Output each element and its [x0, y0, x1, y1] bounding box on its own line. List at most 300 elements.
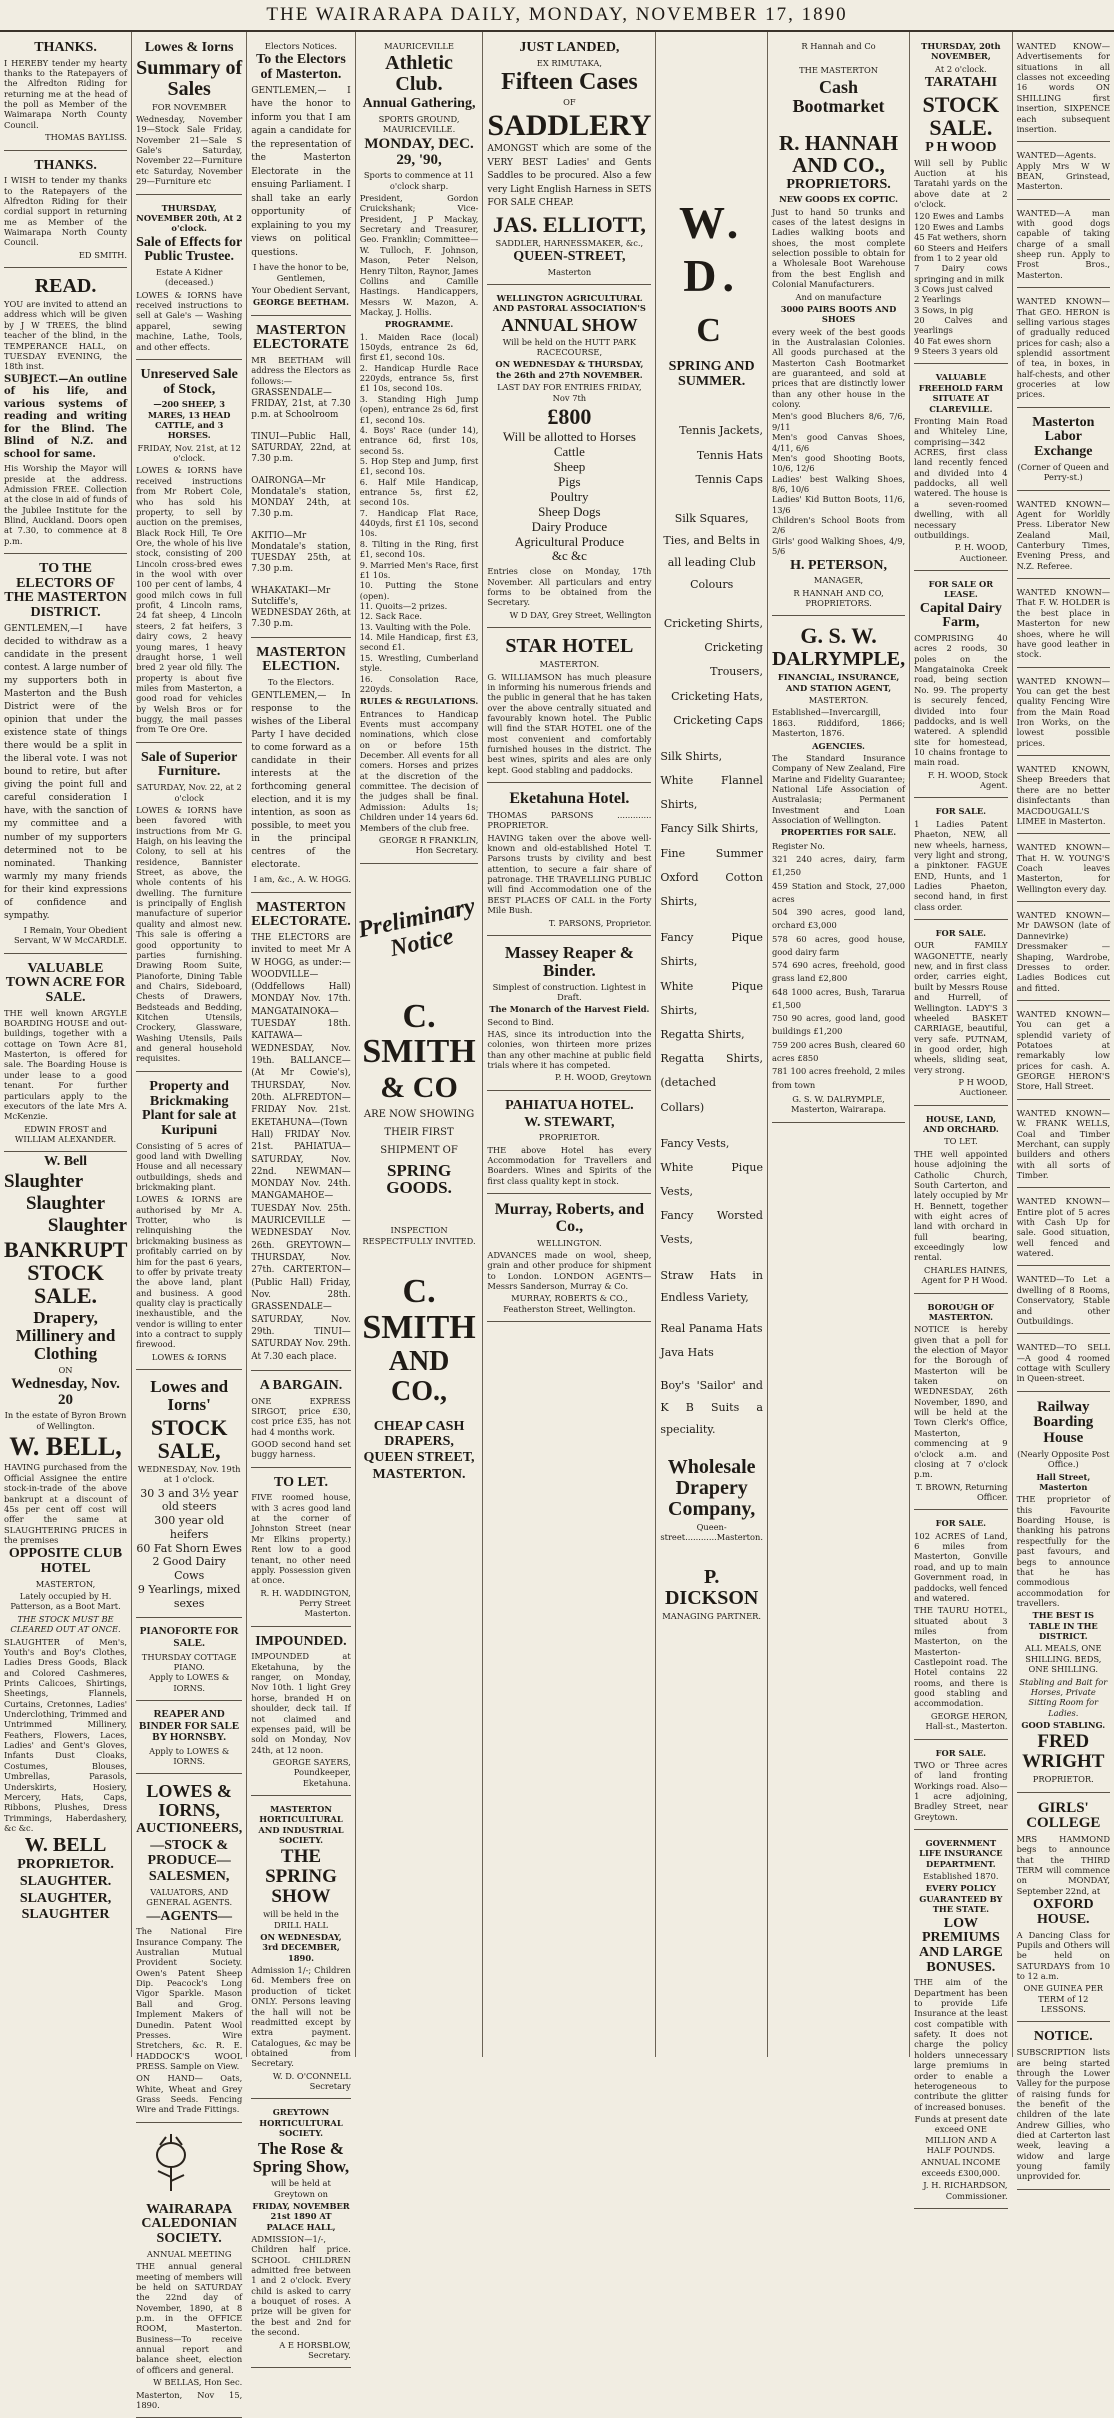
- phaeton-ad: [914, 801, 1007, 920]
- piano-title: PIANOFORTE FOR SALE.: [139, 1625, 239, 1650]
- bell-foot: W. BELL: [24, 1834, 107, 1857]
- tara-day: THURSDAY, 20th NOVEMBER,: [921, 41, 1001, 62]
- wanted-ad: [1017, 1004, 1110, 1100]
- to-let-sign: R. H. WADDINGTON, Perry Street Masterton.: [260, 1587, 351, 1619]
- column-5: [483, 32, 656, 2057]
- masterton-line: MASTERTON,: [35, 1578, 96, 1589]
- town-acre-ad: [4, 957, 127, 1153]
- column-4: [356, 32, 484, 2057]
- gsw-initials: G. S. W.: [800, 623, 877, 649]
- railway-meals: ALL MEALS, ONE SHILLING. BEDS, ONE SHILLING.: [1025, 1643, 1102, 1675]
- town-acre-title: VALUABLE TOWN ACRE FOR SALE.: [5, 960, 126, 1005]
- hannah-header: R Hannah and Co: [801, 41, 876, 51]
- impounded-sign: GEORGE SAYERS, Poundkeeper, Eketahuna.: [272, 1756, 351, 1788]
- queen-street-line: Queen-street............Masterton.: [660, 1522, 763, 1543]
- elliott-addr: QUEEN-STREET,: [513, 249, 626, 265]
- wd-monogram: W. D.: [679, 197, 745, 301]
- sale-date: Wednesday, Nov. 20: [11, 1375, 120, 1408]
- wanted-text: WANTED—Agents. Apply Mrs W W BEAN, Grinstead, Masterton.: [1016, 150, 1111, 192]
- thanks-sign: ED SMITH.: [78, 249, 128, 260]
- dalrymple-town: MASTERTON.: [808, 695, 869, 706]
- spring-date: ON WEDNESDAY, 3rd DECEMBER, 1890.: [260, 1932, 342, 1963]
- gov-funds: Funds at present date exceed ONE MILLION AND A HALF POUNDS.: [914, 2113, 1008, 2156]
- star-title: STAR HOTEL: [505, 635, 634, 658]
- agri-prize: £800: [547, 403, 592, 429]
- thanks-ad-2: [4, 154, 127, 269]
- freehold-sign: P. H. WOOD, Auctioneer.: [954, 542, 1008, 563]
- labor-sub: (Corner of Queen and Perry-st.): [1017, 461, 1110, 483]
- furniture-date: SATURDAY, Nov. 22, at 2 o'clock: [136, 782, 242, 803]
- salesmen-line: SALESMEN,: [148, 1869, 230, 1885]
- agri-show: ANNUAL SHOW: [501, 314, 638, 335]
- unreserved-body: LOWES & IORNS have received instructions from Mr Robert Cole, who has sold his property, to sell by auction on the premises, Black Rock Hill, Te Ore Ore, the whole of his live stock, consisting of 200 Lincoln cross-bred ewes in the wool with over 100 per cent of lambs, 4 good milch cows in full profit, 4 Lincoln rams, 24 fat sheep, 4 Lincoln steers, 2 fat heifers, 3 dairy cows, 2 heavy young mares, 1 heavy draught horse, 1 well bred 2 year old filly. The property is about five miles from Masterton, a good road for vehicles by Welsh Bros or for buggy, the mail passes from Te Ore Ore.: [136, 465, 243, 735]
- prelim-title: Preliminary Notice: [355, 893, 478, 963]
- wagonette-ad: [914, 923, 1007, 1106]
- brickmaking-title: Property and Brickmaking Plant for sale at Kuripuni: [142, 1078, 237, 1138]
- thanks-body: I WISH to tender my thanks to the Ratepayers of the Alfredton Riding for their cordial support in returning me as Member of the Waimarapa North County Council.: [4, 175, 128, 248]
- eke-body: HAVING taken over the above well-known and old-established Hotel T. Parsons trusts by civility and best attention, to secure a fair share of patronage. THE TRAVELLING PUBLIC will find Accommodation one of the BEST PLACES OF CALL in the Forty Mile Bush.: [487, 832, 652, 916]
- read-footer: His Worship the Mayor will preside at the address. Admission FREE. Collection at the close in aid of funds of the Jubilee Institute for the Blind, Auckland. Doors open at 7.30, to commence at 8 p.m.: [4, 463, 128, 546]
- horticultural-ad: [251, 1799, 350, 2099]
- column-3: [247, 32, 355, 2360]
- and-manufacture: And on manufacture: [795, 291, 882, 302]
- wanted-ad: [1017, 759, 1110, 834]
- borough-ad: [914, 1297, 1007, 1511]
- house-ad: [914, 1109, 1007, 1294]
- murray-body: ADVANCES made on wool, sheep, grain and other produce for shipment to London. LONDON AGENTS—Messrs Sanderson, Murray & Co.: [487, 1249, 652, 1292]
- tara-stock-sale: STOCK SALE.: [922, 91, 1000, 140]
- brickmaking-sign: LOWES & IORNS: [151, 1351, 227, 1362]
- unreserved-title: Unreserved Sale of Stock,: [140, 366, 238, 397]
- labor-exchange-ad: [1017, 411, 1110, 491]
- massey-line: The Monarch of the Harvest Field.: [489, 1004, 650, 1015]
- house-sub: TO LET.: [944, 1136, 978, 1147]
- taratahi-ad: [914, 36, 1007, 364]
- slaughter-line: Slaughter: [47, 1214, 128, 1236]
- tauru-sign: GEORGE HERON, Hall-st., Masterton.: [925, 1710, 1008, 1732]
- bargain-body: ONE EXPRESS SIRGOT, price £30, cost price £35, has not had 4 months work.: [251, 1395, 351, 1437]
- bankrupt-heading: BANKRUPT STOCK SALE.: [4, 1236, 128, 1308]
- railway-boarding-ad: [1017, 1395, 1110, 1793]
- wood-body: Will sell by Public Auction at his Taratahi yards on the above date at 2 o'clock.: [914, 157, 1008, 210]
- saddlery-title: SADDLERY: [487, 108, 652, 142]
- read-ad: [4, 271, 127, 554]
- column-1: [0, 32, 132, 2057]
- summary-for: FOR NOVEMBER: [152, 101, 227, 112]
- agri-list: Will be allotted to Horses Cattle Sheep Pigs Poultry Sheep Dogs Dairy Produce Agricultural Produce &c &c: [502, 428, 636, 564]
- rose-show-ad: [251, 2102, 350, 2368]
- hannah-name: R. HANNAH AND CO.,: [779, 130, 899, 177]
- masthead: [0, 0, 1114, 32]
- prelim-wrap: [355, 867, 479, 997]
- club-place: MAURICEVILLE: [384, 41, 454, 51]
- bargain-title: A BARGAIN.: [259, 1377, 343, 1393]
- acres-ad: [914, 1513, 1007, 1739]
- dalrymple-sub: FINANCIAL, INSURANCE, AND STATION AGENT,: [777, 672, 900, 693]
- cash-bootmarket: Cash Bootmarket: [792, 76, 885, 116]
- freehold-ad: [914, 367, 1007, 570]
- dalrymple-agencies: AGENCIES.: [812, 740, 865, 751]
- tauru-body: THE TAURU HOTEL, situated about 3 miles from Masterton, on the Masterton-Castlepoint road. The Hotel contains 22 rooms, and there is good stabling and accommodation.: [914, 1605, 1008, 1709]
- wanted-text: WANTED—To Let a dwelling of 8 Rooms, Conservatory, Stable and other Outbuildings.: [1016, 1274, 1111, 1326]
- pahi-body: THE above Hotel has every Accommodation for Travellers and Boarders. Wines and Spirits of the first class quality kept in stock.: [487, 1144, 652, 1186]
- wanted-ad: [1017, 291, 1110, 408]
- labor-title: Masterton Labor Exchange: [1032, 414, 1095, 460]
- massey-sub: Simplest of construction. Lightest in Draft.: [492, 981, 647, 1002]
- agri-entries: LAST DAY FOR ENTRIES FRIDAY, Nov 7th: [497, 382, 642, 403]
- thanks-sign: THOMAS BAYLISS.: [45, 132, 128, 143]
- bootmarket-body2: every week of the best goods in the Australasian Colonies. All goods purchased at the Masterton Cash Bootmarket are guaranteed, and sold at prices that are distinctly lower than any other house in the colony.: [771, 326, 906, 410]
- electors-ad: [4, 557, 127, 954]
- star-body: G. WILLIAMSON has much pleasure in informing his numerous friends and the public in general that he has taken over the above centrally situated and favourably known hotel. The Public will find the STAR HOTEL one of the most convenient and comfortably furnished houses in the district. The best wines, spirits and ales are only kept. Good stabling and paddocks.: [487, 671, 652, 775]
- land-body: TWO or Three acres of land fronting Workings road. Also—1 acre adjoining, Bradley Street, near Greytown.: [914, 1759, 1008, 1822]
- price-list: Men's good Bluchers 8/6, 7/6, 9/11 Men's good Canvas Shoes, 4/11, 6/6 Men's good Shooting Boots, 10/6, 12/6 Ladies' best Walking Shoes, 8/6, 10/6 Ladies' Kid Button Boots, 11/6, 13/6 Children's School Boots from 2/6 Girls' good Walking Shoes, 4/9, 5/6: [771, 411, 906, 557]
- brickmaking-ad: [136, 1075, 242, 1370]
- spring-show-title: THE SPRING SHOW: [265, 1846, 337, 1908]
- wanted-ad: [1017, 36, 1110, 142]
- wanted-ad: [1017, 671, 1110, 757]
- on-label: ON: [58, 1364, 73, 1375]
- effects-title: Sale of Effects for Public Trustee.: [136, 234, 243, 265]
- summary-title: Summary of Sales: [136, 56, 243, 100]
- smith-body: ARE NOW SHOWING THEIR FIRST SHIPMENT OF: [363, 1108, 475, 1156]
- star-sub: MASTERTON.: [539, 659, 600, 670]
- electors-title: TO THE ELECTORS OF THE MASTERTON DISTRICT.: [4, 561, 127, 621]
- gov-sub: EVERY POLICY GUARANTEED BY THE STATE.: [919, 1883, 1003, 1915]
- club-programme: 1. Maiden Race (local) 150yds, entrance 2s 6d, first £1, second 10s. 2. Handicap Hurdle Race 220yds, entrance 5s, first £1 10s, second 10s. 3. Standing High Jump (open), entrance 2s 6d, first £1, second 10s. 4. Boys' Race (under 14), entrance 6d, first 10s, second 5s. 5. Hop Step and Jump, first £1, second 10s. 6. Half Mile Handicap, entrance 5s, first £2, second 10s. 7. Handicap Flat Race, 440yds, first £1 10s, second 10s. 8. Tilting in the Ring, first £1, second 10s. 9. Married Men's Race, first £1 10s. 10. Putting the Stone (open). 11. Quoits—2 prizes. 12. Sack Race. 13. Vaulting with the Pole. 14. Mile Handicap, first £3, second £1. 15. Wrestling, Cumberland style. 16. Consolation Race, 220yds.: [359, 331, 479, 694]
- girls-body2: A Dancing Class for Pupils and Others will be held on SATURDAYS from 10 to 12 a.m.: [1016, 1929, 1111, 1982]
- elliott-name: JAS. ELLIOTT,: [492, 211, 646, 237]
- summary-body: Wednesday, November 19—Stock Sale Friday, November 21—Sale S Gale's Saturday, November 22—Furniture etc Saturday, November 29—Furniture etc: [136, 114, 243, 187]
- eke-title: Eketahuna Hotel.: [509, 790, 630, 808]
- tara-name: TARATAHI: [924, 75, 998, 91]
- stock-produce-line: —STOCK & PRODUCE—: [147, 1837, 231, 1868]
- agri-sign: W D DAY, Grey Street, Wellington: [509, 609, 652, 620]
- athletic-club-ad: [360, 36, 479, 864]
- railway-stable: Stabling and Bait for Horses, Private Sitting Room for Ladies.: [1019, 1676, 1108, 1718]
- massey-ext: Second to Bind.: [487, 1016, 554, 1027]
- saddlery-ad: [487, 36, 651, 285]
- land-ad: [914, 1743, 1007, 1831]
- fifteen-cases: Fifteen Cases: [501, 69, 638, 96]
- panama-lines: Real Panama Hats Java Hats: [660, 1321, 763, 1359]
- of: OF: [563, 97, 576, 108]
- club-body: President, Gordon Cruickshank; Vice-President, J P Mackay, Secretary and Treasurer, Geo. Franklin; Committee—W. Tulloch, F. Johnson, Mason, Peter Nelson, Henry Tilton, Raynor, James Collins and Camille Hastings. Handicappers, Messrs W. Mazon, A. Mackay, J. Hollis.: [359, 192, 479, 317]
- murray-town: WELLINGTON.: [537, 1237, 602, 1248]
- read-title: READ.: [34, 275, 97, 298]
- electors-body: GENTLEMEN,—I have decided to withdraw as a candidate in the present contest. A large number of my supporters both in Masterton and the Bush District were of the opinion that under the existence state of things there would be a split in the liberal vote. I was not bound to retire, but after giving the point full and careful consideration I have, with the sanction of my committee and a number of my supporters determined not to be nominated. Thanking warmly my many friends for their kind expressions of confidence and sympathy.: [4, 623, 128, 921]
- wd-c: C: [696, 312, 727, 349]
- elliott-sub: SADDLER, HARNESSMAKER, &c.,: [495, 237, 644, 248]
- firm-big: LOWES & IORNS,: [146, 1781, 232, 1821]
- cheap-cash: CHEAP CASH DRAPERS,: [373, 1419, 465, 1449]
- spring-goods: SPRING GOODS.: [386, 1160, 452, 1198]
- slaughter-line: Slaughter: [4, 1170, 84, 1192]
- gov-insurance-ad: [914, 1833, 1007, 2209]
- agents-body: The National Fire Insurance Company. The Australian Mutual Provident Society. Owen's Patent Sheep Dip. Peacock's Long Vigor Sparkle. Mason Ball and Grog. Implement Makers of Dunedin. Patent Wool Presses. Wire Stretchers, &c. R. E. HADDOCK'S WOOL PRESS. Sample on View.: [136, 1926, 243, 2071]
- wanted-text: WANTED—TO SELL—A good 4 roomed cottage with Scullery in Queen-street.: [1016, 1342, 1111, 1384]
- lease-sign: F. H. WOOD, Stock Agent.: [927, 769, 1008, 791]
- hogg-body: THE ELECTORS are invited to meet Mr A W HOGG, as under:— WOODVILLE—(Oddfellows Hall) MONDAY Nov. 17th. MANGATAINOKA—TUESDAY 18th. KAITAWA—WEDNESDAY, Nov. 19th. BALLANCE—(At Mr Cowie's), THURSDAY, Nov. 20th. ALFREDTON—FRIDAY Nov. 21st. EKETAHUNA—(Town Hall) FRIDAY Nov. 21st. PAHIATUA—SATURDAY, Nov. 22nd. NEWMAN—MONDAY Nov. 24th. MANGAMAHOE—TUESDAY Nov. 25th. MAURICEVILLE — WEDNESDAY Nov. 26th. GREYTOWN—THURSDAY, Nov. 27th. CARTERTON—(Public Hall) Friday, Nov. 28th. GRASSENDALE—SATURDAY, Nov. 29th. TINUI—SATURDAY Nov. 29th. At 7.30 each place.: [251, 932, 351, 1362]
- borough-body: NOTICE is hereby given that a poll for the election of Mayor for the Borough of Masterton will be taken on WEDNESDAY, 26th November, 1890, and will be held at the Town Clerk's Office, Masterton, commencing at 9 o'clock a.m. and closing at 7 o'clock p.m.: [914, 1324, 1008, 1480]
- piano-ad: [136, 1621, 242, 1701]
- pahi-title: PAHIATUA HOTEL.: [505, 1097, 634, 1113]
- thistle-emblem-icon: [136, 2133, 206, 2193]
- smith-name: C. SMITH: [362, 997, 476, 1071]
- queen-street: QUEEN STREET,: [363, 1450, 475, 1466]
- star-hotel-ad: [487, 631, 651, 783]
- elliott-town: Masterton: [547, 266, 592, 277]
- tara-time: At 2 o'clock.: [935, 63, 987, 74]
- column-9: [1013, 32, 1114, 2182]
- saddlery-body: AMONGST which are some of the VERY BEST Ladies' and Gents Saddles to be procured. Also a few very Light English Harness in SETS FOR SALE CHEAP.: [487, 144, 652, 209]
- wanted-ad: [1017, 582, 1110, 668]
- house-body: THE well appointed house adjoining the Catholic Church, South Carterton, and lately occupied by Mr H. Bennett, together with eight acres of land with orchard in full bearing, exceedingly low rental.: [914, 1148, 1008, 1263]
- annual-meeting-sign: W BELLAS, Hon Sec.: [153, 2377, 243, 2388]
- eketahuna-ad: [487, 786, 651, 936]
- silk-squares: Silk Squares, Ties, and Belts in all leading Club Colours: [663, 511, 760, 591]
- thanks-ad-1: [4, 36, 127, 151]
- wood-name: P H WOOD: [925, 139, 997, 155]
- manager-label: MANAGER,: [813, 575, 864, 586]
- electors-sign: GEORGE BEETHAM.: [252, 297, 349, 308]
- meetings-body: GRASSENDALE—FRIDAY, 21st, at 7.30 p.m. at Schoolroom TINUI—Public Hall, SATURDAY, 22nd, at 7.30 p.m. OAIRONGA—Mr Mondatale's station, MONDAY 24th, at 7.30 p.m. AKITIO—Mr Mondatale's station, TUESDAY 25th, at 7.30 p.m. WHAKATAKI—Mr Sutcliffe's, WEDNESDAY 26th, at 7.30 p.m.: [251, 388, 351, 629]
- wanted-ad: [1017, 1191, 1110, 1266]
- election-body: GENTLEMEN,— In response to the wishes of the Liberal Party I have decided to come forward as a candidate in their interests at the forthcoming general election, and it is my intention, as soon as possible, to meet you in the principal centres of the electorate.: [251, 690, 351, 871]
- tennis-lines: Tennis Jackets, Tennis Hats Tennis Caps: [679, 424, 763, 486]
- effects-ad: [136, 198, 242, 360]
- brickmaking-body: Consisting of 5 acres of good land with Dwelling House and all necessary outbuildings, sheds and brickmaking plant.: [136, 1140, 243, 1193]
- spring-summer: SPRING AND SUMMER.: [668, 359, 755, 389]
- stock-sale-list: 30 3 and 3½ year old steers 300 year old heifers 60 Fat Shorn Ewes 2 Good Dairy Cows 9 Yearlings, mixed sexes: [136, 1486, 242, 1610]
- pique-lines: Fancy Pique Shirts, White Pique Shirts, Regatta Shirts, Regatta Shirts, (detached Collars): [660, 931, 763, 1114]
- phaeton-title: FOR SALE.: [935, 806, 987, 817]
- club-date: MONDAY, DEC. 29, '90,: [364, 135, 474, 168]
- column-7: [768, 32, 910, 2057]
- wagonette-body: OUR FAMILY WAGONETTE, nearly new, and in first class order, carries eight, built by Messrs Rouse and Hurrell, of Wellington. LADY'S 3 wheeled BASKET CARRIAGE, beautiful, very safe. PUTNAM, in good order, high wheels, sliding seat, very strong.: [914, 940, 1008, 1075]
- wanted-ad: [1017, 1337, 1110, 1391]
- annual-meeting-body: THE annual general meeting of members will be held on SATURDAY the 22nd day of November, 1890, at 8 p.m. in the OFFICE ROOM, Masterton. Business—To receive annual report and balance sheet, election of officers and general.: [136, 2261, 243, 2375]
- impounded-ad: [251, 1630, 350, 1796]
- auctioneers-ad: [136, 1777, 242, 2122]
- freehold-title: VALUABLE FREEHOLD FARM SITUATE AT CLAREVILLE.: [918, 372, 1004, 414]
- massey-sign: P. H. WOOD, Greytown: [554, 1072, 652, 1083]
- house-sign: CHARLES HAINES, Agent for P H Wood.: [921, 1264, 1008, 1286]
- club-rules-body: Entrances to Handicap Events must accompany nominations, which close on or before 15th December. All events for all comers. Horses and prizes at the discretion of the committee. The decision of the judges shall be final. Admission: Adults 1s; Children under 14 years 6d. Members of the club free.: [359, 708, 479, 833]
- stock-sale-ad: [136, 1373, 242, 1618]
- smith-co: & CO: [380, 1071, 458, 1104]
- fred-wright: FRED WRIGHT: [1022, 1731, 1105, 1773]
- notice-title: NOTICE.: [1033, 2029, 1093, 2045]
- summary-ad: [136, 36, 242, 195]
- smith-name-2: C. SMITH: [362, 1272, 476, 1346]
- bootmarket-ad: [772, 36, 905, 616]
- agri-body: Entries close on Monday, 17th November. All particulars and entry forms to be obtained from the Secretary.: [487, 566, 652, 608]
- greytown-title: GREYTOWN HORTICULTURAL SOCIETY.: [259, 2107, 343, 2139]
- piano-body: THURSDAY COTTAGE PIANO. Apply to LOWES & IORNS.: [141, 1651, 237, 1693]
- wanted-ad: [1017, 1269, 1110, 1334]
- rose-body: ADMISSION—1/-, Children half price. SCHOOL CHILDREN admitted free between 1 and 2 o'clock. Every child is asked to carry a bouquet of roses. A prize will be given for the best and 2nd for the second.: [251, 2233, 351, 2338]
- guinea-line: ONE GUINEA PER TERM of 12 LESSONS.: [1023, 1983, 1104, 2015]
- slaughter-foot: SLAUGHTER,: [19, 1890, 112, 1906]
- brickmaking-body2: LOWES & IORNS are authorised by Mr A. Trotter, who is relinquishing the brickmaking business as profitably carried on by him for the past 6 years, to offer by private treaty the above land, plant and business. A good quality clay is practically inexhaustible, and the vendor is willing to enter into a contract to supply firewood.: [136, 1194, 243, 1350]
- wanted-text: WANTED KNOWN—That H. W. YOUNG'S Coach leaves Masterton, for Wellington every day.: [1016, 842, 1111, 894]
- ship: EX RIMUTAKA,: [536, 57, 602, 68]
- smith-co-2: AND CO.,: [388, 1346, 450, 1407]
- column-2: [132, 32, 247, 2410]
- wanted-text: WANTED KNOW—Advertisements for situations in all classes not exceeding 16 words ON SHILLING first insertion, SIXPENCE each subsequent insertion.: [1016, 41, 1111, 134]
- club-prog-title: PROGRAMME.: [384, 319, 454, 330]
- slaughter-foot: SLAUGHTER: [21, 1907, 110, 1923]
- annual-meeting-title: ANNUAL MEETING: [146, 2248, 232, 2259]
- notice-body: SUBSCRIPTION lists are being started through the Lower Valley for the purpose of raising funds for the benefit of the children of the late Andrew Gillies, who died at Carterton last week, leaving a widow and large young family unprovided for.: [1016, 2047, 1111, 2182]
- furniture-ad: [136, 746, 242, 1072]
- gov-body: THE aim of the Department has been to provide Life Insurance at the least cost compatible with safety. It does not charge the policy holders unnecessary large premiums in order to enable a heterogeneous to contribute the glitter of increased bonuses.: [914, 1977, 1008, 2112]
- stock-firm: Lowes and Iorns': [150, 1377, 229, 1414]
- rose-sign: A E HORSBLOW, Secretary.: [279, 2339, 351, 2360]
- estate-line: In the estate of Byron Brown of Wellington.: [4, 1410, 127, 1431]
- fred-prop: PROPRIETOR.: [1032, 1774, 1094, 1785]
- hannah-sign: R HANNAH AND CO, PROPRIETORS.: [793, 587, 884, 608]
- dalrymple-props: PROPERTIES FOR SALE.: [780, 827, 897, 838]
- electors-body: GENTLEMEN,— I have the honor to inform you that I am again a candidate for the representation of the Masterton Electorate in the ensuing Parliament. I shall take an early opportunity of explaining to you my views on political questions.: [251, 85, 351, 258]
- valuators-line: VALUATORS, AND GENERAL AGENTS.: [146, 1886, 233, 1908]
- agri-date: ON WEDNESDAY & THURSDAY, the 26th and 27th NOVEMBER.: [495, 359, 644, 380]
- effects-sub: Estate A Kidner (deceased.): [155, 267, 223, 288]
- railway-table: THE BEST IS TABLE IN THE DISTRICT.: [1028, 1610, 1098, 1642]
- annual-meeting-date: Masterton, Nov 15, 1890.: [136, 2389, 243, 2410]
- unreserved-date: FRIDAY, Nov. 21st, at 12 o'clock.: [137, 442, 241, 464]
- slaughter-line: Slaughter: [25, 1192, 106, 1214]
- girls-title: GIRLS' COLLEGE: [1026, 1799, 1101, 1832]
- opposite-line: OPPOSITE CLUB HOTEL: [8, 1546, 123, 1577]
- furniture-body: LOWES & IORNS have been favored with instructions from Mr G. Haigh, on his leaving the Colony, to sell at his residence, Bannister Street, as above, the whole contents of his dwelling. The furniture is principally of English manufacture of superior quality and almost new. This sale is offering a good opportunity to parties furnishing. Drawing Room Suite, Pianoforte, Dining Table and Chairs, Sideboard, Chests of Drawers, Bedsteads and Bedding, Kitchen Utensils, Crockery, Glassware, Washing Utensils, Pails and general household requisites.: [136, 804, 243, 1064]
- wanted-ad: [1017, 145, 1110, 199]
- peterson-name: H. PETERSON,: [790, 557, 887, 573]
- caledonian-ad: [136, 2126, 242, 2418]
- girls-college-ad: [1017, 1796, 1110, 2023]
- rose-title: The Rose & Spring Show,: [252, 2139, 350, 2177]
- cleared-line: THE STOCK MUST BE CLEARED OUT AT ONCE.: [10, 1613, 121, 1635]
- wagonette-sign: P H WOOD, Auctioneer.: [958, 1077, 1008, 1098]
- gov-low: LOW PREMIUMS AND LARGE BONUSES.: [919, 1915, 1003, 1975]
- notice-ad: [1017, 2025, 1110, 2189]
- house-title: HOUSE, LAND, AND ORCHARD.: [922, 1113, 999, 1135]
- wagonette-title: FOR SALE.: [935, 928, 987, 939]
- masthead-title: THE WAIRARAPA DAILY, MONDAY, NOVEMBER 17, 1890: [266, 4, 848, 25]
- railway-addr: Hall Street, Masterton: [1036, 1471, 1091, 1493]
- wanted-text: WANTED KNOWN—Agent for Worldly Press. Liberator New Zealand Mail, Canterbury Times, Evening Press, and N.Z. Referee.: [1016, 498, 1111, 571]
- read-subject: SUBJECT.—An outline of his life, and various systems of reading and writing for the Blind. The Blind of N.Z. and school for same.: [4, 373, 128, 460]
- impounded-body: IMPOUNDED at Eketahuna, by the ranger, on Monday, Nov 10th. 1 light Grey horse, branded H on shoulder, deck tail. If not claimed and expenses paid, will be sold on Monday, Nov 24th, at 12 noon.: [251, 1651, 351, 1755]
- dalrymple-ad: [772, 619, 905, 1122]
- reaper-body: Apply to LOWES & IORNS.: [149, 1745, 230, 1767]
- club-rules-title: RULES & REGULATIONS.: [359, 696, 479, 707]
- hannah-props: PROPRIETORS.: [786, 176, 891, 192]
- acres-body: 102 ACRES of Land, 6 miles from Masterton, Gonville road, and up to main Government road, in paddocks, well fenced and watered.: [914, 1530, 1008, 1603]
- reaper-ad: [136, 1704, 242, 1774]
- town-acre-sign: EDWIN FROST and WILLIAM ALEXANDER.: [14, 1123, 117, 1144]
- spring-body: Admission 1/-; Children 6d. Members free on production of ticket ONLY. Persons leaving the hall will not be readmitted except by extra payment. Catalogues, &c may be obtained from Secretary.: [251, 1965, 351, 2069]
- slaughter-foot: SLAUGHTER.: [19, 1874, 112, 1890]
- rose-venue: will be held at Greytown on: [271, 2178, 331, 2199]
- reaper-title: REAPER AND BINDER FOR SALE BY HORNSBY.: [139, 1708, 240, 1744]
- railway-title: Railway Boarding House: [1033, 1398, 1094, 1447]
- murray-title: Murray, Roberts, and Co.,: [494, 1200, 645, 1235]
- wanted-ad: [1017, 837, 1110, 902]
- town-acre-body: THE well known ARGYLE BOARDING HOUSE and out-buildings, together with a cottage on Town Acre 81, Masterton, is offered for sale. The Boarding House is under lease to a good tenant. For further particulars apply to the executors of the late Mrs A. McKenzie.: [4, 1007, 128, 1122]
- wholesale-title: Wholesale Drapery Company,: [667, 1456, 756, 1520]
- wanted-ad: [1017, 905, 1110, 1001]
- lease-ad: [914, 574, 1007, 798]
- to-let-body: FIVE roomed house, with 3 acres good land at the corner of Johnston Street (near Mr Elkins property.) Rent low to a good tenant, no other need apply. Possession given at once.: [251, 1492, 351, 1586]
- phaeton-body: 1 Ladies Patent Phaeton, NEW, all new wheels, harness, very light and strong, a pinktoner. FAGUE END, Hunts, and 1 Ladies Phaeton, second hand, in first class order.: [914, 818, 1008, 912]
- election-ad: [251, 641, 350, 893]
- unreserved-sub: —200 SHEEP, 3 MARES, 13 HEAD CATTLE, and 3 HORSES.: [147, 399, 231, 441]
- gov-title: GOVERNMENT LIFE INSURANCE DEPARTMENT.: [919, 1838, 1003, 1869]
- murray-sign: MURRAY, ROBERTS & CO., Featherston Street, Wellington.: [503, 1293, 636, 1314]
- acres-title: FOR SALE.: [935, 1518, 987, 1529]
- railway-body: THE proprietor of this Favourite Boarding House, is thanking his patrons respectfully for the past favours, and begs to announce that he has commodious accommodation for travellers.: [1016, 1494, 1111, 1608]
- agri-venue: Will be held on the HUTT PARK RACECOURSE,: [502, 336, 636, 358]
- electors-sign: I have the honor to be, Gentlemen,: [253, 262, 349, 283]
- wanted-text: WANTED—A man with good dogs capable of taking charge of a small sheep run. Apply to Frost Bros., Masterton.: [1016, 207, 1111, 280]
- lease-body: COMPRISING 40 acres 2 roods, 30 poles on the Mangatainoka Creek road, being section No. 99. The property is securely fenced, divided into four paddocks, and is well watered. A splendid site for homestead, 10 chains frontage to main road.: [914, 633, 1008, 768]
- dalrymple-body: Established—Invercargill, 1863. Riddiford, 1866; Masterton, 1876.: [771, 707, 906, 739]
- meetings-intro: MR BEETHAM will address the Electors as follows:—: [251, 355, 351, 386]
- wanted-ad: [1017, 494, 1110, 580]
- massey-title: Massey Reaper & Binder.: [504, 942, 634, 980]
- impounded-title: IMPOUNDED.: [255, 1633, 347, 1649]
- wood-list: 120 Ewes and Lambs 120 Ewes and Lambs 45 Fat wethers, shorn 60 Steers and Heifers from 1 to 2 year old 7 Dairy cows springing and in milk 3 Cows just calved 2 Yearlings 3 Sows, in pig 20 Calves and yearlings 40 Fat ewes shorn 9 Steers 3 years old: [914, 211, 1008, 357]
- stock-sale-date: WEDNESDAY, Nov. 19th at 1 o'clock.: [137, 1464, 241, 1485]
- wanted-text: WANTED KNOWN—That GEO. HERON is selling various stages of gradually reduced prices for cash; also a splendid assortment of tea, in boxes, in half-chests, and other groceries at low prices.: [1016, 296, 1111, 400]
- bell-ad: [4, 1155, 127, 1923]
- drapery-heading: Drapery, Millinery and Clothing: [15, 1308, 116, 1363]
- meetings-ad: [251, 319, 350, 638]
- wanted-text: WANTED KNOWN—Entire plot of 5 acres with Cash Up for sale. Good situation, well fenced and watered.: [1016, 1196, 1111, 1259]
- thanks-title: THANKS.: [34, 40, 97, 55]
- freehold-body: Fronting Main Road and Whiteley Line, comprising—342 ACRES, first class land recently fenced and divided into 4 paddocks, all well watered. The house is a seven-roomed dwelling, with all necessary outbuildings.: [914, 415, 1008, 540]
- hogg-title: MASTERTON ELECTORATE.: [251, 899, 351, 930]
- agri-show-ad: [487, 288, 651, 628]
- smith-ad: [355, 867, 479, 1483]
- railway-stabling: GOOD STABLING.: [1021, 1719, 1106, 1730]
- managing-partner: MANAGING PARTNER.: [662, 1610, 762, 1621]
- columns: [0, 32, 1114, 2410]
- electors-title: To the Electors of Masterton.: [256, 52, 346, 83]
- masterton-label: THE MASTERTON: [799, 65, 878, 76]
- agri-title: WELLINGTON AGRICULTURAL AND PASTORAL ASSOCIATION'S: [492, 293, 646, 314]
- read-body: YOU are invited to attend an address which will be given by J W TREES, the blind teacher of the blind, in the TEMPERANCE HALL, on TUESDAY EVENING, the 18th inst.: [4, 299, 128, 372]
- girls-body: MRS HAMMOND begs to announce that the THIRD TERM will commence on MONDAY, September 22nd, at: [1016, 1834, 1111, 1896]
- furniture-title: Sale of Superior Furniture.: [140, 749, 238, 780]
- dalrymple-agencies-body: The Standard Insurance Company of New Zealand, Fire Marine and Fidelity Guarantee; National Life Association of Australasia; Permanent Investment and Loan Association of Wellington.: [771, 752, 906, 826]
- wanted-text: WANTED KNOWN—That F. W. HOLDER is the best place in Masterton for new shoes, where he will have good leather in stock.: [1016, 587, 1111, 660]
- gov-est: Established 1870.: [923, 1871, 999, 1882]
- gov-income: ANNUAL INCOME exceeds £300,000.: [921, 2157, 1001, 2178]
- pahi-role: PROPRIETOR.: [538, 1132, 600, 1143]
- electors-sign: Your Obedient Servant,: [251, 284, 351, 295]
- election-sign: I am, &c., A. W. HOGG.: [253, 874, 351, 885]
- dalrymple-name: DALRYMPLE,: [771, 648, 906, 671]
- cricket-lines: Cricketing Shirts, Cricketing Trousers, Cricketing Hats, Cricketing Caps: [663, 616, 763, 727]
- land-title: FOR SALE.: [935, 1747, 987, 1758]
- to-let-title: TO LET.: [274, 1474, 328, 1490]
- club-sports: SPORTS GROUND, MAURICEVILLE.: [378, 114, 460, 135]
- unreserved-ad: [136, 363, 242, 743]
- dalrymple-sign: G. S. W. DALRYMPLE, Masterton, Wairarapa.: [791, 1093, 887, 1115]
